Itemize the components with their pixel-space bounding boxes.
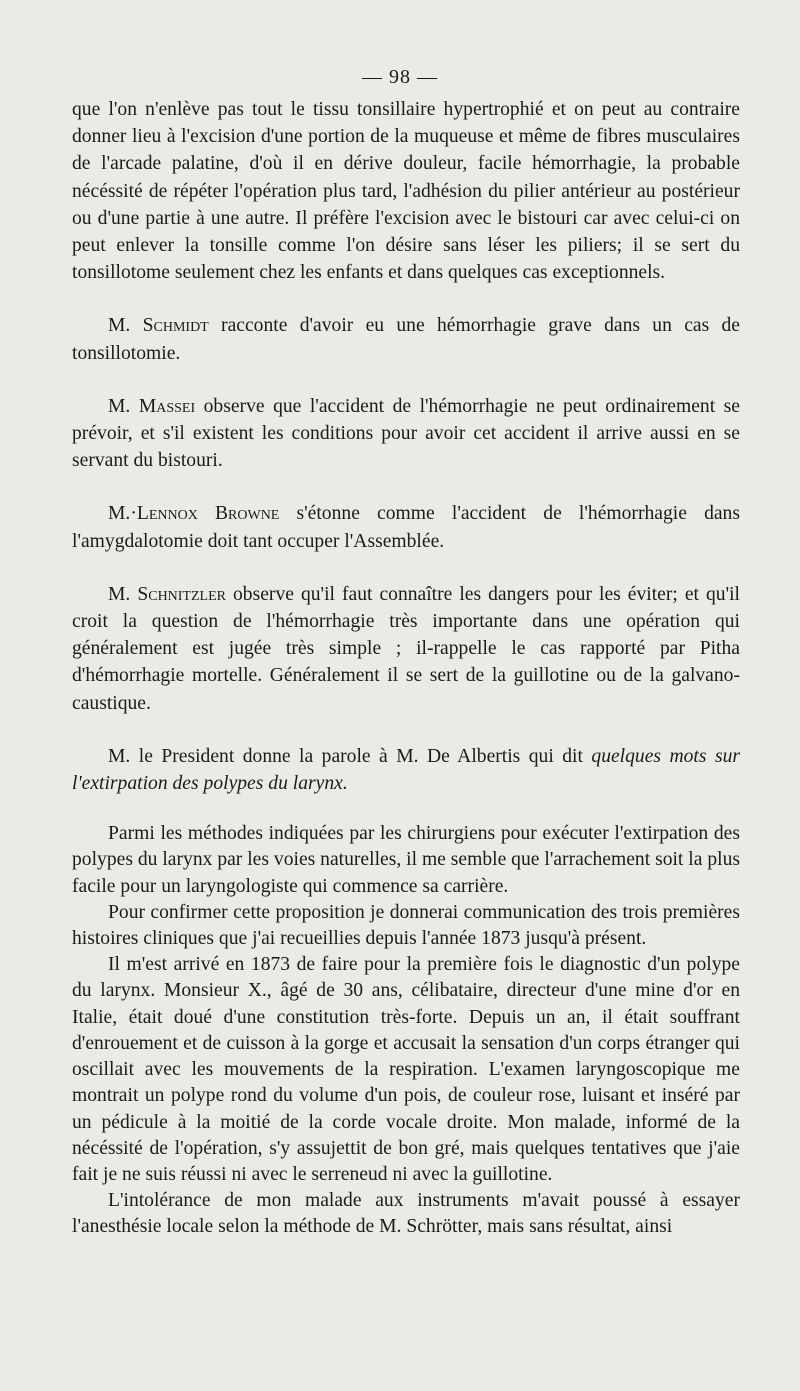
speaker-name: M. Massei — [108, 395, 196, 417]
body-text — [72, 96, 740, 1241]
paragraph-5 — [72, 581, 740, 717]
talk-title: quelques mots sur l'extirpation des polypes du larynx. — [72, 745, 741, 795]
paragraph-10: L'intolérance de mon malade aux instruments m'avait poussé à essayer l'anesthésie locale selon la méthode de M. Schrötter, mais sans résultat, ainsi — [72, 1190, 740, 1238]
paragraph-text: racconte d'avoir eu une hémorrhagie grave dans un cas de tonsillotomie. — [72, 315, 741, 364]
speaker-name: M. Schmidt — [108, 315, 209, 337]
paragraph-text: observe que l'accident de l'hémorrhagie ne peut ordinairement se prévoir, et s'il existent les conditions pour avoir cet accident il arrive aussi en se servant du bistouri. — [72, 395, 740, 472]
speaker-name: M.·Lennox Browne — [108, 503, 280, 525]
paragraph-9: Il m'est arrivé en 1873 de faire pour la première fois le diagnostic d'un polype du larynx. Monsieur X., âgé de 30 ans, célibataire, directeur d'une mine d'or en Italie, était doué d'une constitution très-forte. Depuis un an, il était souffrant d'enrouement et de cuisson à la gorge et accusait la sensation d'un corps étranger qui oscillait avec les mouvements de la respiration. L'examen laryngoscopique me montrait un polype rond du volume d'un pois, de couleur rose, luisant et inséré par un pédicule à la moitié de la corde vocale droite. Mon malade, informé de la nécéssité de l'opération, s'y assujettit de bon gré, mais quelques tentatives que j'aie fait je ne suis réussi ni avec le serreneud ni avec la guillotine. — [72, 954, 740, 1185]
speaker-name: M. Schnitzler — [108, 583, 226, 605]
paragraph-3 — [72, 393, 740, 475]
paragraph-2 — [72, 312, 740, 366]
paragraph-8: Pour confirmer cette proposition je donnerai communication des trois premières histoires cliniques que j'ai recueillies depuis l'année 1873 jusqu'à présent. — [72, 901, 740, 950]
page-number: — 98 — — [362, 66, 438, 88]
paragraph-text: M. le President donne la parole à M. De Albertis qui dit — [108, 745, 592, 767]
paragraph-text: s'étonne comme l'accident de l'hémorrhagie dans l'amygdalotomie doit tant occuper l'Assemblée. — [72, 503, 740, 552]
paragraph-4 — [72, 500, 740, 554]
paragraph-text: observe qu'il faut connaître les dangers pour les éviter; et qu'il croit la question de l'hémorrhagie très importante dans une opération qui généralement est jugée très simple ; il-rappelle le cas rapporté par Pitha d'hémorrhagie mortelle. Généralement il se sert de la guillotine ou de la galvano-caustique. — [72, 583, 740, 714]
paragraph-7: Parmi les méthodes indiquées par les chirurgiens pour exécuter l'extirpation des polypes du larynx par les voies naturelles, il me semble que l'arrachement soit la plus facile pour un laryngologiste qui commence sa carrière. — [72, 823, 740, 897]
paragraph-1: que l'on n'enlève pas tout le tissu tonsillaire hypertrophié et on peut au contraire donner lieu à l'excision d'une portion de la muqueuse et même de fibres musculaires de l'arcade palatine, d'où il en dérive douleur, facile hémorrhagie, la probable nécéssité de répéter l'opération plus tard, l'adhésion du pilier antérieur au postérieur ou d'une partie à une autre. Il préfère l'excision avec le bistouri car avec celui-ci on peut enlever la tonsille comme l'on désire sans léser les piliers; il se sert du tonsillotome seulement chez les enfants et dans quelques cas exceptionnels. — [72, 99, 740, 284]
paragraph-6 — [72, 743, 740, 797]
